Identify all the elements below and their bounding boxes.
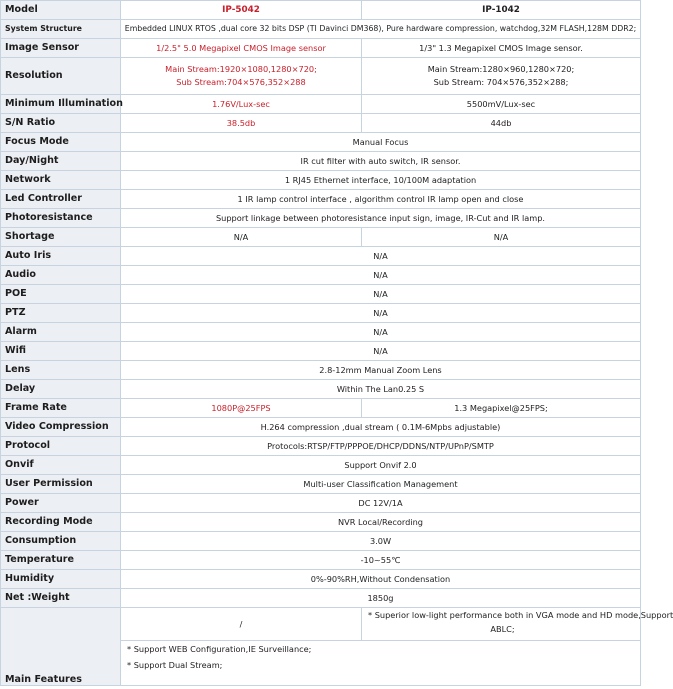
spec-label: Wifi — [1, 342, 121, 361]
spec-row — [1, 380, 641, 399]
spec-row — [1, 209, 641, 228]
spec-row-min-illumination — [1, 95, 641, 114]
spec-row — [1, 513, 641, 532]
spec-value: 0%-90%RH,Without Condensation — [121, 570, 641, 589]
spec-row — [1, 323, 641, 342]
spec-value-b: 5500mV/Lux-sec — [362, 95, 641, 114]
spec-label: Image Sensor — [1, 39, 121, 58]
spec-label: Protocol — [1, 437, 121, 456]
spec-row-resolution — [1, 58, 641, 95]
spec-value-a: N/A — [121, 228, 362, 247]
spec-label: Video Compression — [1, 418, 121, 437]
spec-value-a — [121, 58, 362, 95]
spec-row — [1, 171, 641, 190]
spec-label: Consumption — [1, 532, 121, 551]
header-row — [1, 1, 641, 20]
spec-label: Frame Rate — [1, 399, 121, 418]
spec-value-a: / — [121, 608, 362, 641]
spec-row — [1, 304, 641, 323]
spec-row — [1, 247, 641, 266]
spec-label: Photoresistance — [1, 209, 121, 228]
spec-label: Main Features — [1, 608, 121, 686]
spec-label: Shortage — [1, 228, 121, 247]
spec-value: DC 12V/1A — [121, 494, 641, 513]
spec-value-b — [362, 58, 641, 95]
feature-line: ABLC; — [490, 624, 515, 634]
spec-label: Power — [1, 494, 121, 513]
spec-value: IR cut filter with auto switch, IR sensor. — [121, 152, 641, 171]
spec-value: Embedded LINUX RTOS ,dual core 32 bits DSP (TI Davinci DM368), Pure hardware compression, watchdog,32M FLASH,128M DDR2; — [121, 20, 641, 39]
spec-label: Minimum Illumination — [1, 95, 121, 114]
spec-row — [1, 190, 641, 209]
model-b-name: IP-1042 — [362, 1, 641, 20]
spec-row — [1, 456, 641, 475]
spec-value: N/A — [121, 323, 641, 342]
spec-value: 2.8-12mm Manual Zoom Lens — [121, 361, 641, 380]
spec-row — [1, 342, 641, 361]
spec-row-sn-ratio — [1, 114, 641, 133]
spec-row — [1, 418, 641, 437]
spec-label: Led Controller — [1, 190, 121, 209]
spec-label: Delay — [1, 380, 121, 399]
spec-row — [1, 285, 641, 304]
header-label: Model — [1, 1, 121, 20]
spec-label: Net :Weight — [1, 589, 121, 608]
spec-value: 1 RJ45 Ethernet interface, 10/100M adaptation — [121, 171, 641, 190]
spec-label: Onvif — [1, 456, 121, 475]
spec-value: Within The Lan0.25 S — [121, 380, 641, 399]
spec-row-frame-rate — [1, 399, 641, 418]
spec-label: S/N Ratio — [1, 114, 121, 133]
spec-label: Recording Mode — [1, 513, 121, 532]
feature-line: * Superior low-light performance both in VGA mode and HD mode,Support — [368, 610, 673, 620]
spec-row — [1, 266, 641, 285]
spec-value: N/A — [121, 304, 641, 323]
spec-label: System Structure — [1, 20, 121, 39]
spec-row — [1, 570, 641, 589]
spec-row — [1, 152, 641, 171]
spec-value: Manual Focus — [121, 133, 641, 152]
spec-value: N/A — [121, 266, 641, 285]
spec-label: Temperature — [1, 551, 121, 570]
spec-value-b: 44db — [362, 114, 641, 133]
spec-row-system-structure — [1, 20, 641, 39]
spec-value: Support Onvif 2.0 — [121, 456, 641, 475]
spec-value-a: 1/2.5" 5.0 Megapixel CMOS Image sensor — [121, 39, 362, 58]
spec-value: 1 IR lamp control interface , algorithm control IR lamp open and close — [121, 190, 641, 209]
spec-value: H.264 compression ,dual stream ( 0.1M-6Mpbs adjustable) — [121, 418, 641, 437]
spec-value: Protocols:RTSP/FTP/PPPOE/DHCP/DDNS/NTP/UPnP/SMTP — [121, 437, 641, 456]
spec-label: Resolution — [1, 58, 121, 95]
spec-label: Network — [1, 171, 121, 190]
spec-label: POE — [1, 285, 121, 304]
sub-stream-a: Sub Stream:704×576,352×288 — [176, 77, 306, 87]
spec-row — [1, 551, 641, 570]
spec-row — [1, 494, 641, 513]
spec-value-b — [362, 608, 673, 641]
spec-value — [121, 641, 641, 686]
feature-line: * Support WEB Configuration,IE Surveillance; — [127, 644, 312, 654]
spec-value-a: 1080P@25FPS — [121, 399, 362, 418]
spec-label: Alarm — [1, 323, 121, 342]
main-stream-a: Main Stream:1920×1080,1280×720; — [165, 64, 317, 74]
spec-value-b: 1.3 Megapixel@25FPS; — [362, 399, 641, 418]
spec-value: 3.0W — [121, 532, 641, 551]
spec-value-a: 1.76V/Lux-sec — [121, 95, 362, 114]
spec-label: Auto Iris — [1, 247, 121, 266]
spec-row — [1, 437, 641, 456]
spec-row — [1, 361, 641, 380]
spec-value-a: 38.5db — [121, 114, 362, 133]
spec-value: Support linkage between photoresistance input sign, image, IR-Cut and IR lamp. — [121, 209, 641, 228]
spec-value: N/A — [121, 247, 641, 266]
feature-line: * Support Dual Stream; — [127, 660, 223, 670]
spec-label: PTZ — [1, 304, 121, 323]
model-a-name: IP-5042 — [121, 1, 362, 20]
spec-label: Audio — [1, 266, 121, 285]
spec-value: 1850g — [121, 589, 641, 608]
spec-row-image-sensor — [1, 39, 641, 58]
spec-value: -10~55℃ — [121, 551, 641, 570]
spec-row — [1, 589, 641, 608]
spec-value-b: 1/3" 1.3 Megapixel CMOS Image sensor. — [362, 39, 641, 58]
spec-label: Day/Night — [1, 152, 121, 171]
spec-label: Lens — [1, 361, 121, 380]
spec-row — [1, 475, 641, 494]
sub-stream-b: Sub Stream: 704×576,352×288; — [433, 77, 569, 87]
spec-value: Multi-user Classification Management — [121, 475, 641, 494]
spec-row — [1, 133, 641, 152]
spec-value: N/A — [121, 342, 641, 361]
spec-row-shortage — [1, 228, 641, 247]
spec-label: User Permission — [1, 475, 121, 494]
main-stream-b: Main Stream:1280×960,1280×720; — [427, 64, 575, 74]
spec-label: Humidity — [1, 570, 121, 589]
spec-value: NVR Local/Recording — [121, 513, 641, 532]
spec-row — [1, 532, 641, 551]
spec-value-b: N/A — [362, 228, 641, 247]
spec-row-main-features — [1, 608, 641, 641]
spec-value: N/A — [121, 285, 641, 304]
spec-label: Focus Mode — [1, 133, 121, 152]
